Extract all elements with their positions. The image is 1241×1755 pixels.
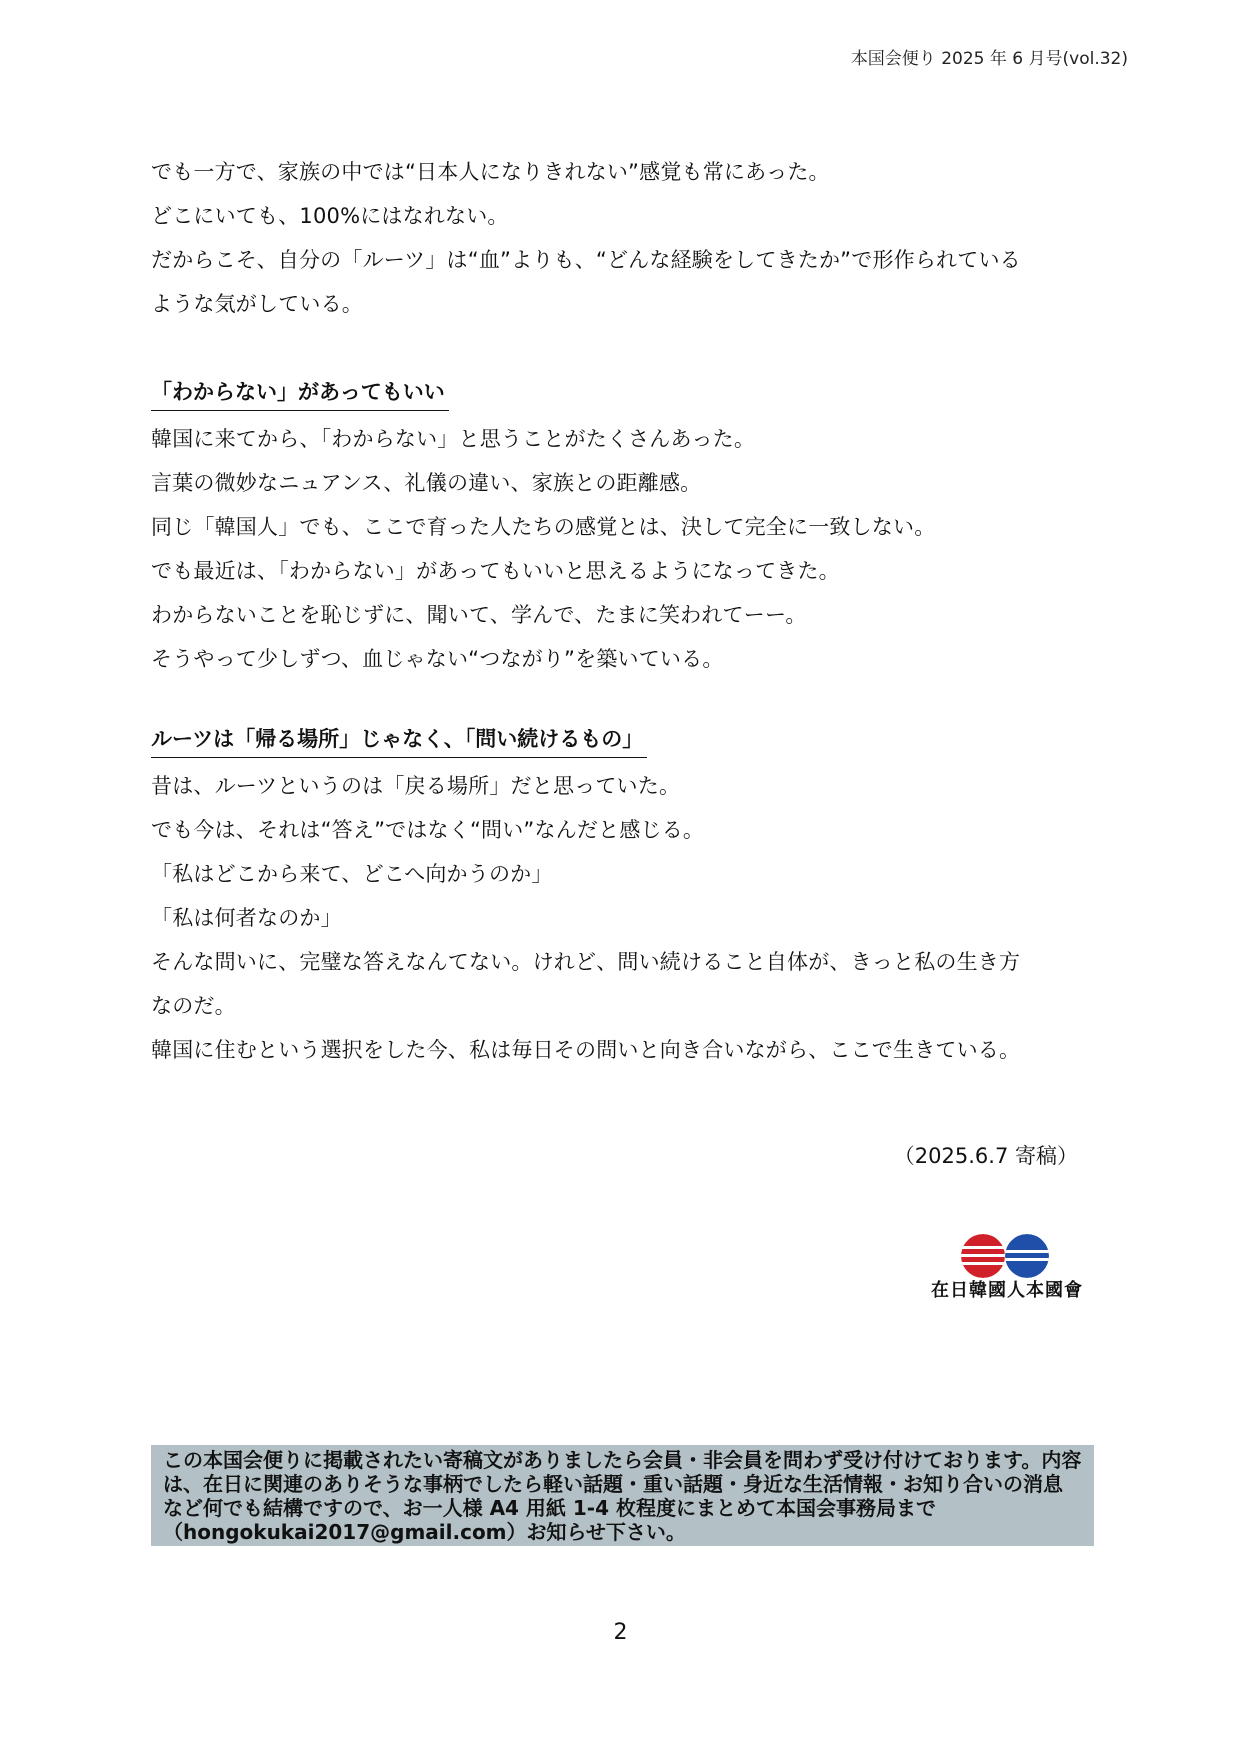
page-number: 2	[613, 1620, 628, 1645]
body-line: ような気がしている。	[151, 292, 363, 316]
body-line: なのだ。	[151, 994, 236, 1018]
body-line: そうやって少しずつ、血じゃない“つながり”を築いている。	[151, 647, 724, 671]
body-line: 「私は何者なのか」	[151, 906, 342, 930]
body-line: そんな問いに、完璧な答えなんてない。けれど、問い続けること自体が、きっと私の生き方	[151, 950, 1021, 974]
article-body	[151, 150, 1096, 1072]
body-line: 「私はどこから来て、どこへ向かうのか」	[151, 862, 553, 886]
page-header: 本国会便り 2025 年 6 月号(vol.32)	[850, 49, 1128, 69]
body-line: でも最近は、「わからない」があってもいいと思えるようになってきた。	[151, 559, 840, 583]
submission-notice: この本国会便りに掲載されたい寄稿文がありましたら会員・非会員を問わず受け付けております。内容は、在日に関連のありそうな事柄でしたら軽い話題・重い話題・身近な生活情報・お知り合いの消息など何でも結構ですので、お一人様 A4 用紙 1-4 枚程度にまとめて本国会事務局まで（hongokukai2017@gmail.com）お知らせ下さい。	[151, 1445, 1094, 1546]
body-line: 同じ「韓国人」でも、ここで育った人たちの感覚とは、決して完全に一致しない。	[151, 515, 936, 539]
section-heading: ルーツは「帰る場所」じゃなく、「問い続けるもの」	[151, 721, 647, 758]
logo-text: 在日韓國人本國會	[931, 1280, 1083, 1301]
body-line: だからこそ、自分の「ルーツ」は“血”よりも、“どんな経験をしてきたか”で形作られている	[151, 248, 1021, 272]
body-line: 言葉の微妙なニュアンス、礼儀の違い、家族との距離感。	[151, 471, 702, 495]
section-heading: 「わからない」があってもいい	[151, 374, 449, 411]
body-line: 昔は、ルーツというのは「戻る場所」だと思っていた。	[151, 774, 681, 798]
body-line: でも一方で、家族の中では“日本人になりきれない”感覚も常にあった。	[151, 160, 830, 184]
body-line: 韓国に住むという選択をした今、私は毎日その問いと向き合いながら、ここで生きている。	[151, 1038, 1021, 1062]
body-line: わからないことを恥じずに、聞いて、学んで、たまに笑われてーー。	[151, 603, 807, 627]
logo-blue-circle	[1005, 1234, 1049, 1278]
body-line: でも今は、それは“答え”ではなく“問い”なんだと感じる。	[151, 818, 705, 842]
body-line: どこにいても、100%にはなれない。	[151, 204, 509, 228]
contribution-date: （2025.6.7 寄稿）	[893, 1144, 1078, 1168]
body-line: 韓国に来てから、「わからない」と思うことがたくさんあった。	[151, 427, 756, 451]
